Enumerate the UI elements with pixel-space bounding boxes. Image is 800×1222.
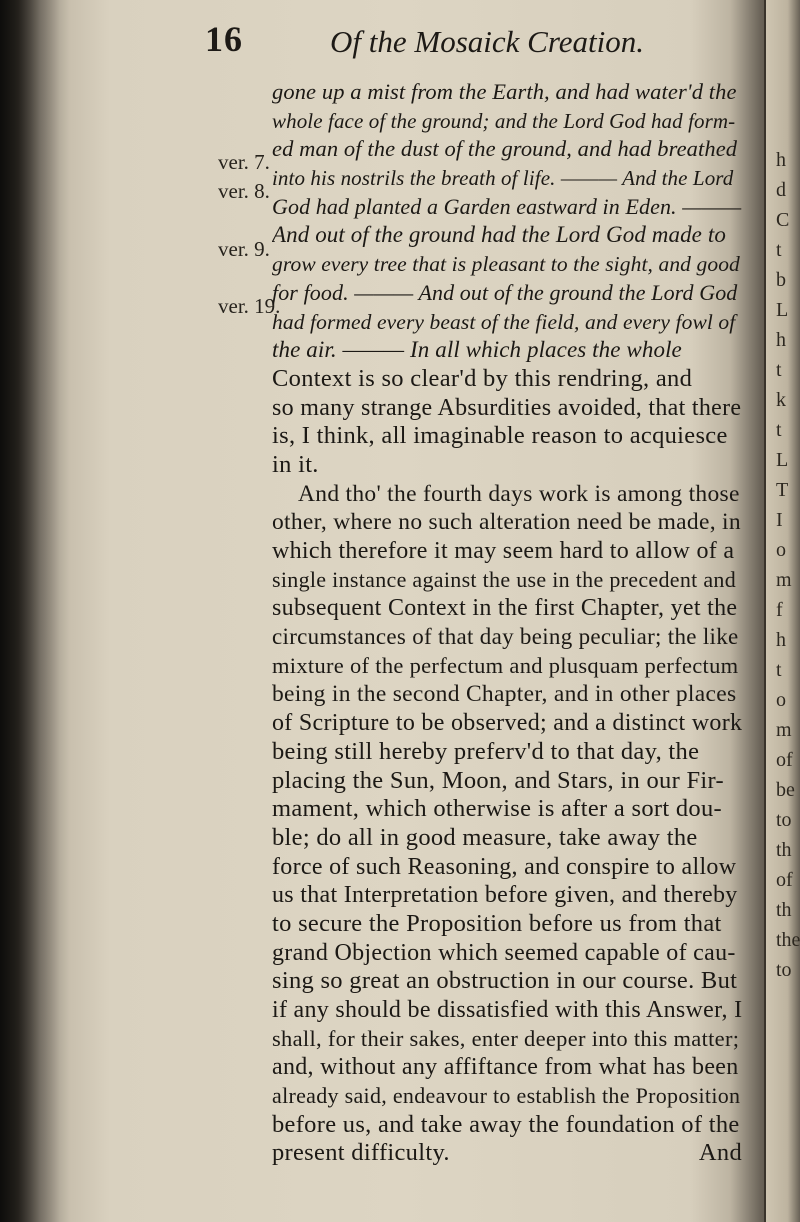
- adjacent-page-fragment: of: [776, 749, 793, 771]
- running-head: Of the Mosaick Creation.: [330, 24, 644, 59]
- text-line: whole face of the ground; and the Lord God had form-: [272, 108, 736, 133]
- adjacent-page-fragment: b: [776, 269, 786, 291]
- adjacent-page-fragment: m: [776, 569, 792, 591]
- text-line: grow every tree that is pleasant to the sight, and good: [272, 252, 740, 277]
- text-line: ble; do all in good measure, take away the: [272, 823, 698, 851]
- catchword: And: [698, 1139, 742, 1167]
- margin-note-verse: ver. 8.: [218, 179, 270, 203]
- text-line: to secure the Proposition before us from that: [272, 909, 722, 937]
- text-line: is, I think, all imaginable reason to acquiesce: [272, 422, 728, 450]
- text-line: shall, for their sakes, enter deeper into this matter;: [272, 1025, 740, 1051]
- text-line: being still hereby preferv'd to that day, the: [272, 737, 700, 765]
- adjacent-page-fragment: h: [776, 629, 786, 651]
- adjacent-page-fragment: to: [776, 809, 792, 831]
- text-line: of Scripture to be observed; and a distinct work: [272, 710, 742, 737]
- text-line: And out of the ground had the Lord God made to: [272, 222, 726, 248]
- margin-note-verse: ver. 19.: [218, 294, 281, 318]
- text-line: subsequent Context in the first Chapter, yet the: [272, 595, 738, 622]
- text-line: had formed every beast of the field, and every fowl of: [272, 309, 736, 334]
- text-line: so many strange Absurdities avoided, that there: [272, 394, 742, 421]
- text-line: into his nostrils the breath of life. ——— And the Lord: [272, 166, 734, 191]
- adjacent-page-fragment: of: [776, 869, 793, 891]
- adjacent-page-fragment: k: [776, 389, 786, 411]
- adjacent-page-fragment: f: [776, 599, 783, 621]
- adjacent-page-fragment: th: [776, 899, 792, 921]
- adjacent-page-fragment: h: [776, 329, 786, 351]
- text-line: grand Objection which seemed capable of cau-: [272, 939, 736, 966]
- text-line: being in the second Chapter, and in other places: [272, 681, 737, 708]
- adjacent-page-fragment: t: [776, 359, 782, 381]
- text-line: And tho' the fourth days work is among those: [298, 480, 740, 507]
- adjacent-page-fragment: to: [776, 959, 792, 981]
- text-line: present difficulty.: [272, 1139, 450, 1167]
- adjacent-page-fragment: L: [776, 449, 789, 471]
- text-line: for food. ——— And out of the ground the Lord God: [272, 279, 738, 305]
- page-number: 16: [205, 19, 243, 59]
- last-line: [272, 1139, 742, 1168]
- text-line: placing the Sun, Moon, and Stars, in our Fir-: [272, 766, 724, 794]
- adjacent-page-fragment: the: [776, 929, 800, 951]
- adjacent-page-edge: [764, 0, 800, 1222]
- text-line: circumstances of that day being peculiar; the like: [272, 624, 739, 650]
- margin-note-verse: ver. 9.: [218, 237, 270, 261]
- adjacent-page-fragment: h: [776, 149, 786, 171]
- text-line: gone up a mist from the Earth, and had water'd the: [272, 79, 737, 104]
- text-line: if any should be dissatisfied with this Answer, I: [272, 997, 742, 1023]
- adjacent-page-fragment: T: [776, 479, 789, 501]
- adjacent-page-fragment: I: [776, 509, 783, 531]
- text-line: in it.: [272, 450, 319, 478]
- binding-shadow: [0, 0, 60, 1222]
- text-line: the air. ——— In all which places the whole: [272, 337, 682, 363]
- adjacent-page-fragment: t: [776, 659, 782, 681]
- text-line: mament, which otherwise is after a sort dou-: [272, 795, 722, 823]
- adjacent-page-fragment: C: [776, 209, 790, 231]
- text-line: before us, and take away the foundation of the: [272, 1110, 740, 1138]
- text-line: us that Interpretation before given, and thereby: [272, 882, 738, 909]
- margin-note-verse: ver. 7.: [218, 150, 270, 174]
- adjacent-page-fragment: d: [776, 179, 786, 201]
- adjacent-page-fragment: t: [776, 239, 782, 261]
- adjacent-page-fragment: be: [776, 779, 795, 801]
- text-line: Context is so clear'd by this rendring, and: [272, 364, 693, 392]
- text-line: sing so great an obstruction in our course. But: [272, 967, 738, 995]
- text-line: and, without any affiftance from what has been: [272, 1054, 739, 1081]
- adjacent-page-fragment: o: [776, 539, 786, 561]
- text-line: single instance against the use in the precedent and: [272, 566, 736, 592]
- adjacent-page-fragment: t: [776, 419, 782, 441]
- text-line: already said, endeavour to establish the Proposition: [272, 1083, 741, 1109]
- text-line: which therefore it may seem hard to allow of a: [272, 538, 735, 564]
- text-line: force of such Reasoning, and conspire to allow: [272, 853, 737, 880]
- text-line: ed man of the dust of the ground, and had breathed: [272, 136, 738, 162]
- text-line: mixture of the perfectum and plusquam perfectum: [272, 652, 739, 678]
- adjacent-page-fragment: o: [776, 689, 786, 711]
- body-text: [272, 78, 742, 1168]
- adjacent-page-fragment: L: [776, 299, 789, 321]
- adjacent-page-fragment: m: [776, 719, 792, 741]
- adjacent-page-fragment: th: [776, 839, 792, 861]
- text-line: other, where no such alteration need be made, in: [272, 509, 741, 536]
- text-line: God had planted a Garden eastward in Eden. ———: [272, 193, 742, 219]
